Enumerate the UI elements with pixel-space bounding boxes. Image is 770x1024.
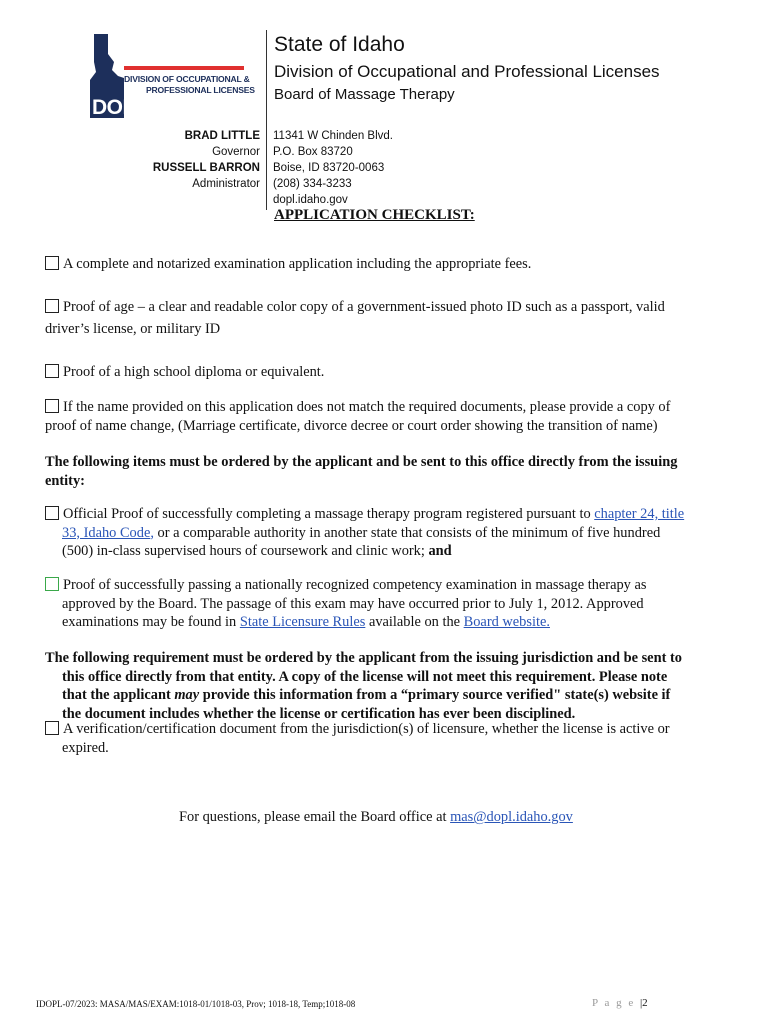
checklist-item-age xyxy=(45,298,665,338)
section-jurisdiction-heading xyxy=(45,649,682,723)
checkbox-application[interactable] xyxy=(45,256,59,270)
section1-heading-1: The following items must be ordered by the applicant and be sent to this office directly from the issuing xyxy=(45,454,678,470)
chapter-24-link-comma[interactable]: , xyxy=(150,524,154,541)
item-program-text-a: Official Proof of successfully completing a massage therapy program registered pursuant to xyxy=(63,506,595,522)
address-city: Boise, ID 83720-0063 xyxy=(273,162,385,174)
checklist-item-application xyxy=(45,255,531,274)
address-block xyxy=(273,128,393,208)
state-title: State of Idaho xyxy=(274,33,405,56)
section2-heading-3a: that the applicant xyxy=(62,687,175,703)
board-website-link[interactable]: Board website. xyxy=(463,614,550,630)
checklist-item-name-change xyxy=(45,398,670,435)
address-phone: (208) 334-3233 xyxy=(273,178,352,190)
admin-name: RUSSELL BARRON xyxy=(152,162,260,174)
address-pobox: P.O. Box 83720 xyxy=(273,146,353,158)
footer-form-code: IDOPL-07/2023: MASA/MAS/EXAM:1018-01/1018-03, Prov; 1018-18, Temp;1018-08 xyxy=(36,999,356,1009)
page-number: |2 xyxy=(639,997,648,1009)
board-email-link[interactable]: mas@dopl.idaho.gov xyxy=(450,809,573,825)
checkbox-exam[interactable] xyxy=(45,577,59,591)
officials-block xyxy=(153,128,260,192)
checklist-item-program xyxy=(45,505,684,561)
section2-heading-1: The following requirement must be ordered by the applicant from the issuing jurisdiction and be sent to xyxy=(45,650,682,666)
item-verification-text-2: expired. xyxy=(62,739,109,756)
checkbox-age[interactable] xyxy=(45,299,59,313)
checkbox-verification[interactable] xyxy=(45,721,59,735)
section2-heading-2: this office directly from that entity. A copy of the license will not meet this requirement. Please note xyxy=(62,668,668,685)
admin-title: Administrator xyxy=(192,178,260,190)
page-label: P a g e xyxy=(592,997,636,1009)
dopl-logo xyxy=(88,32,260,122)
governor-name: BRAD LITTLE xyxy=(184,130,260,142)
checkbox-program[interactable] xyxy=(45,506,59,520)
address-street: 11341 W Chinden Blvd. xyxy=(273,130,393,142)
item-exam-text-2: approved by the Board. The passage of this exam may have occurred prior to July 1, 2012. Approved xyxy=(62,595,644,612)
item-verification-text-1: A verification/certification document from the jurisdiction(s) of licensure, whether the license is active or xyxy=(63,721,670,737)
checkbox-name-change[interactable] xyxy=(45,399,59,413)
section2-heading-3b: provide this information from a “primary source verified" state(s) website if xyxy=(199,687,671,703)
logo-line-2: PROFESSIONAL LICENSES xyxy=(146,85,255,95)
item-diploma-text: Proof of a high school diploma or equivalent. xyxy=(63,364,325,380)
section-issuing-entity-heading xyxy=(45,453,677,490)
section2-heading-4: the document includes whether the license or certification has ever been disciplined. xyxy=(62,705,576,722)
item-exam-text-3b: available on the xyxy=(365,614,464,630)
checklist-item-diploma xyxy=(45,363,324,382)
division-title: Division of Occupational and Professional Licenses xyxy=(274,62,660,81)
item-name-change-text-2: proof of name change, (Marriage certificate, divorce decree or court order showing the transition of name) xyxy=(45,417,658,434)
checklist-item-exam xyxy=(45,576,646,632)
contact-text: For questions, please email the Board office at xyxy=(179,809,451,825)
item-age-text-2: driver’s license, or military ID xyxy=(45,320,221,337)
chapter-24-link-2[interactable]: 33, Idaho Code xyxy=(62,524,151,541)
item-exam-text-1: Proof of successfully passing a nationally recognized competency examination in massage therapy as xyxy=(63,577,647,593)
section1-heading-2: entity: xyxy=(45,472,85,489)
item-program-and: and xyxy=(428,543,452,559)
footer-page xyxy=(592,997,648,1009)
board-title: Board of Massage Therapy xyxy=(274,86,455,103)
item-age-text-1: Proof of age – a clear and readable color copy of a government-issued photo ID such as a passport, valid xyxy=(63,299,665,315)
state-licensure-rules-link[interactable]: State Licensure Rules xyxy=(239,614,366,630)
section2-heading-may: may xyxy=(174,687,200,703)
checkbox-diploma[interactable] xyxy=(45,364,59,378)
logo-line-1: DIVISION OF OCCUPATIONAL & xyxy=(124,74,250,84)
item-program-text-c: (500) in-class supervised hours of coursework and clinic work; xyxy=(62,543,429,559)
item-application-text: A complete and notarized examination application including the appropriate fees. xyxy=(63,256,532,272)
contact-line xyxy=(179,808,573,827)
logo-red-bar xyxy=(124,66,244,70)
header-divider xyxy=(266,30,267,210)
governor-title: Governor xyxy=(212,146,260,158)
item-name-change-text-1: If the name provided on this application does not match the required documents, please provide a copy of xyxy=(63,399,671,415)
logo-abbr: DOPL xyxy=(92,96,149,119)
checklist-title: APPLICATION CHECKLIST: xyxy=(274,207,475,223)
address-web: dopl.idaho.gov xyxy=(273,194,348,206)
chapter-24-link-1[interactable]: chapter 24, title xyxy=(594,506,685,522)
checklist-item-verification xyxy=(45,720,670,757)
item-exam-text-3a: examinations may be found in xyxy=(62,614,240,630)
item-program-text-b: or a comparable authority in another state that consists of the minimum of five hundred xyxy=(153,524,661,541)
